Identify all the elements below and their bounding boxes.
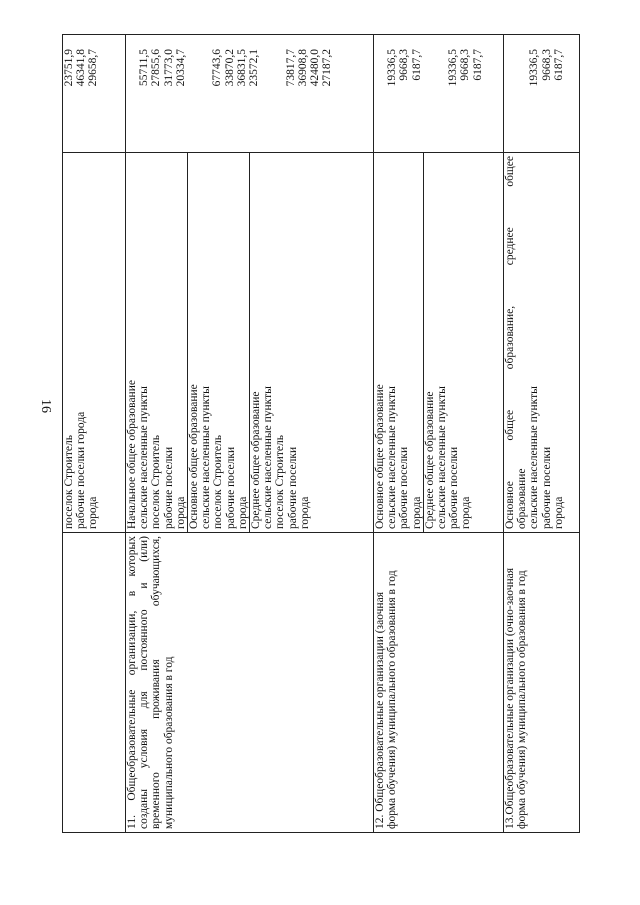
value: 23751,9 bbox=[63, 49, 75, 87]
table-row bbox=[126, 35, 374, 833]
table-row bbox=[374, 35, 504, 833]
level-line: Среднее общее образование bbox=[250, 391, 263, 529]
value-cell bbox=[374, 35, 504, 153]
value: 46341,8 bbox=[75, 49, 88, 87]
value: 55711,5 bbox=[138, 49, 151, 86]
level-subgroup bbox=[249, 153, 311, 532]
value: 9668,3 bbox=[459, 49, 472, 81]
level-line: рабочие поселки bbox=[224, 446, 237, 529]
level-line: сельские населенные пункты bbox=[200, 386, 213, 529]
level-line: рабочие поселки bbox=[540, 446, 553, 529]
value: 33870,2 bbox=[223, 49, 236, 87]
indicator-line: 12. Общеобразовательные организации (заочная bbox=[374, 592, 386, 829]
level-line: города bbox=[410, 496, 423, 529]
level-line: сельские населенные пункты bbox=[262, 386, 275, 529]
level-line: поселок Строитель bbox=[274, 435, 287, 529]
value: 31773,0 bbox=[162, 49, 175, 87]
indicator-line: 13.Общеобразовательные организации (очно-заочная bbox=[504, 567, 516, 829]
level-line: города bbox=[298, 496, 311, 529]
value: 6187,7 bbox=[471, 49, 484, 81]
value: 73817,7 bbox=[284, 49, 297, 87]
rotated-table-sheet bbox=[62, 35, 582, 833]
indicator-cell bbox=[126, 533, 374, 833]
value: 23572,1 bbox=[247, 49, 260, 87]
indicator-line: форма обучения) муниципального образования в год bbox=[516, 570, 529, 829]
level-line: Начальное общее образование bbox=[126, 380, 138, 529]
level-cell bbox=[126, 153, 374, 533]
level-line: образование bbox=[516, 468, 529, 529]
indicator-line: временного проживания обучающихся, bbox=[150, 536, 163, 829]
value: 19336,5 bbox=[386, 49, 399, 87]
value: 36908,8 bbox=[296, 49, 309, 87]
level-line: поселок Строитель bbox=[63, 435, 75, 529]
level-line: Основное общее образование bbox=[374, 384, 386, 529]
value: 19336,5 bbox=[528, 49, 541, 87]
value: 19336,5 bbox=[447, 49, 460, 87]
level-line: города bbox=[87, 496, 100, 529]
value-cell bbox=[504, 35, 580, 153]
value: 36831,5 bbox=[235, 49, 248, 87]
level-line: рабочие поселки bbox=[162, 446, 175, 529]
value: 6187,7 bbox=[410, 49, 423, 81]
level-cell bbox=[504, 153, 580, 533]
value: 42480,0 bbox=[308, 49, 321, 87]
level-line: рабочие поселки bbox=[398, 446, 411, 529]
level-line: рабочие поселки города bbox=[75, 411, 88, 529]
value: 67743,6 bbox=[211, 49, 224, 87]
level-line: Основное общее образование, среднее общее bbox=[504, 156, 516, 529]
level-line: Основное общее образование bbox=[188, 384, 201, 529]
value: 9668,3 bbox=[540, 49, 553, 81]
value: 9668,3 bbox=[398, 49, 411, 81]
level-line: рабочие поселки bbox=[286, 446, 299, 529]
education-cost-table bbox=[62, 34, 580, 833]
level-cell bbox=[374, 153, 504, 533]
indicator-line: 11. Общеобразовательные организации, в которых bbox=[126, 536, 138, 829]
level-line: поселок Строитель bbox=[150, 435, 163, 529]
level-subgroup bbox=[187, 153, 249, 532]
page-number: 16 bbox=[38, 399, 53, 413]
indicator-line: созданы условия для постоянного и (или) bbox=[138, 536, 151, 829]
level-line: сельские населенные пункты bbox=[138, 386, 151, 529]
indicator-cell bbox=[374, 533, 504, 833]
table-row bbox=[63, 35, 126, 833]
level-line: города bbox=[460, 496, 473, 529]
level-line: сельские населенные пункты bbox=[386, 386, 399, 529]
value: 27187,2 bbox=[321, 49, 334, 87]
value: 29658,7 bbox=[87, 49, 100, 87]
level-subgroup bbox=[423, 153, 473, 532]
level-line: Среднее общее образование bbox=[423, 391, 436, 529]
indicator-cell bbox=[504, 533, 580, 833]
value: 27855,6 bbox=[150, 49, 163, 87]
indicator-line: форма обучения) муниципального образования в год bbox=[386, 570, 399, 829]
indicator-cell bbox=[63, 533, 126, 833]
indicator-line: муниципального образования в год bbox=[162, 656, 175, 829]
value-cell bbox=[126, 35, 374, 153]
level-line: города bbox=[552, 496, 565, 529]
level-line: рабочие поселки bbox=[448, 446, 461, 529]
level-line: сельские населенные пункты bbox=[528, 386, 541, 529]
level-line: города bbox=[174, 496, 187, 529]
value-cell bbox=[63, 35, 126, 153]
value: 20334,7 bbox=[174, 49, 187, 87]
level-cell bbox=[63, 153, 126, 533]
level-line: города bbox=[236, 496, 249, 529]
value: 6187,7 bbox=[552, 49, 565, 81]
table-row bbox=[504, 35, 580, 833]
level-line: поселок Строитель bbox=[212, 435, 225, 529]
level-line: сельские населенные пункты bbox=[436, 386, 449, 529]
